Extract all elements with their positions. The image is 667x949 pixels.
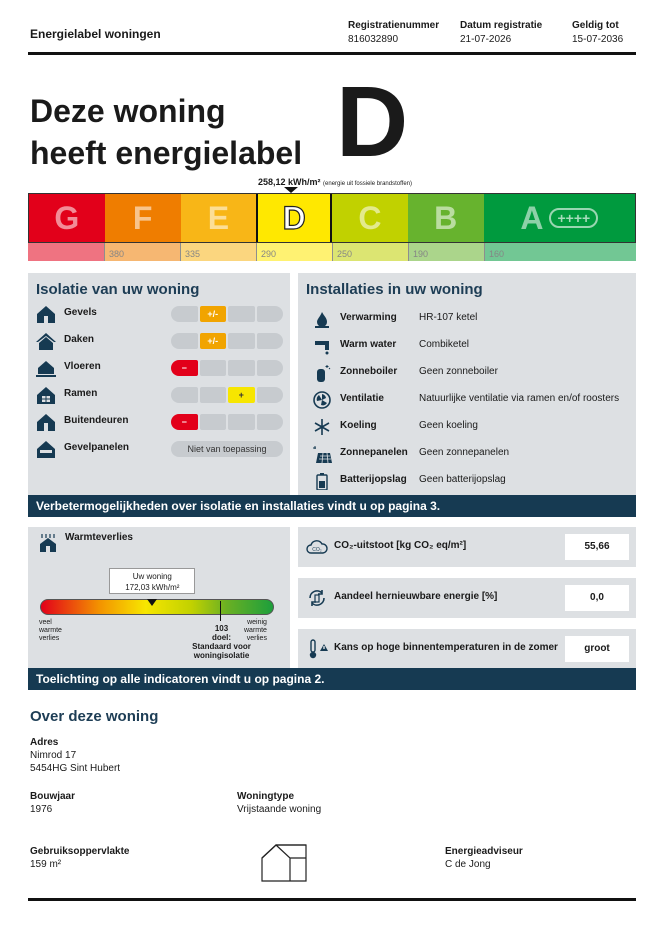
isolation-rating-cell	[228, 414, 255, 430]
heat-target-line-2: doel:	[211, 633, 232, 642]
installation-value: Geen batterijopslag	[419, 474, 506, 485]
co2-value: 55,66	[565, 534, 629, 560]
installation-label: Warm water	[340, 339, 397, 350]
advisor-block	[445, 845, 523, 871]
scale-letter-g: G	[54, 199, 80, 236]
reference-value-note: (energie uit fossiele brandstoffen)	[323, 181, 412, 187]
heat-target-line-3: Standaard voor	[192, 642, 251, 651]
heat-target-line-4: woningisolatie	[193, 651, 250, 660]
isolation-rating-cell	[200, 414, 227, 430]
battery-icon	[312, 472, 332, 490]
installation-row-7	[312, 471, 632, 491]
isolation-rating-cell	[171, 306, 198, 322]
address-label: Adres	[30, 737, 59, 748]
isolation-rating-cell	[257, 414, 284, 430]
advisor-value: C de Jong	[445, 859, 491, 870]
renewable-value: 0,0	[565, 585, 629, 611]
top-divider	[28, 52, 636, 55]
facade-icon	[36, 305, 56, 323]
isolation-rating-bar	[171, 306, 283, 322]
hero-line-2: heeft energielabel	[30, 135, 303, 171]
isolation-row-daken	[36, 331, 286, 351]
isolation-rating-mark: +/-	[200, 306, 227, 322]
isolation-row-buitendeuren	[36, 412, 286, 432]
installation-value: Natuurlijke ventilatie via ramen en/of roosters	[419, 393, 620, 404]
isolation-rating-mark: +/-	[200, 333, 227, 349]
year-block	[30, 790, 75, 816]
heat-right-line-2: warmte	[244, 627, 267, 634]
isolation-rating-cell	[228, 360, 255, 376]
window-icon	[36, 386, 56, 404]
installation-value: Geen koeling	[419, 420, 478, 431]
label-a-plus-badge: ++++	[549, 208, 598, 228]
registration-date-value: 21-07-2026	[460, 34, 512, 45]
registration-number-value: 816032890	[348, 34, 399, 45]
year-value: 1976	[30, 804, 53, 815]
scale-segment-d	[256, 194, 332, 242]
heat-loss-marker-icon	[147, 599, 157, 606]
scale-letter-b: B	[434, 199, 458, 236]
installation-row-5	[312, 417, 632, 437]
isolation-rating-cell	[171, 387, 198, 403]
renewable-label: Aandeel hernieuwbare energie [%]	[334, 591, 498, 602]
isolation-not-applicable: Niet van toepassing	[171, 441, 283, 457]
isolation-rating-mark: −	[171, 360, 198, 376]
heat-loss-title: Warmteverlies	[65, 532, 133, 543]
overheating-label: Kans op hoge binnentemperaturen in de zomer	[334, 642, 558, 653]
reference-value-number: 258,12 kWh/m²	[258, 177, 321, 187]
area-value: 159 m²	[30, 859, 62, 870]
threshold-e: 335	[180, 243, 256, 261]
document-title: Energielabel woningen	[30, 27, 161, 41]
floor-icon	[36, 359, 56, 377]
threshold-a: 160	[484, 243, 636, 261]
scale-segment-a	[484, 194, 636, 242]
type-value: Vrijstaande woning	[237, 804, 322, 815]
isolation-row-vloeren	[36, 358, 286, 378]
hero-line-1: Deze woning	[30, 93, 226, 129]
thermometer-icon	[306, 639, 328, 659]
registration-date	[460, 20, 542, 45]
fan-icon	[312, 391, 332, 409]
scale-letter-f: F	[132, 199, 153, 236]
isolation-rating-bar	[171, 387, 283, 403]
snowflake-icon	[312, 418, 332, 436]
energy-label-thresholds	[28, 243, 636, 261]
heat-loss-target-label	[192, 624, 251, 660]
valid-until	[572, 20, 623, 45]
flame-icon	[312, 310, 332, 328]
scale-segment-b	[408, 194, 484, 242]
type-block	[237, 790, 321, 816]
heat-loss-box-label: Uw woning	[132, 572, 172, 581]
installation-value: Geen zonnepanelen	[419, 447, 510, 458]
bottom-divider	[28, 898, 636, 901]
year-label: Bouwjaar	[30, 791, 76, 802]
isolation-rating-cell	[228, 306, 255, 322]
isolation-title: Isolatie van uw woning	[36, 281, 200, 298]
isolation-rating-cell	[257, 360, 284, 376]
overheating-value: groot	[565, 636, 629, 662]
scale-letter-a: A	[520, 199, 544, 236]
area-block	[30, 845, 129, 871]
threshold-b: 190	[408, 243, 484, 261]
address-line-1: Nimrod 17	[30, 750, 77, 761]
isolation-item-label: Buitendeuren	[64, 415, 129, 426]
renewable-cycle-icon	[306, 588, 328, 608]
isolation-row-gevelpanelen	[36, 439, 286, 459]
scale-letter-d: D	[282, 199, 306, 236]
house-outline-icon	[260, 841, 310, 883]
installation-label: Verwarming	[340, 312, 397, 323]
threshold-f: 380	[104, 243, 180, 261]
isolation-row-gevels	[36, 304, 286, 324]
isolation-rating-cell	[228, 333, 255, 349]
heat-loss-value-box	[109, 568, 195, 594]
installation-value: HR-107 ketel	[419, 312, 478, 323]
isolation-rating-cell	[200, 387, 227, 403]
registration-number-label: Registratienummer	[348, 20, 440, 31]
installation-row-6	[312, 444, 632, 464]
scale-segment-f	[105, 194, 181, 242]
installation-row-4	[312, 390, 632, 410]
scale-letter-c: C	[358, 199, 382, 236]
advisor-label: Energieadviseur	[445, 846, 523, 857]
installation-label: Koeling	[340, 420, 377, 431]
energy-label-letter: D	[336, 66, 409, 178]
address-block	[30, 736, 120, 775]
installations-title: Installaties in uw woning	[306, 281, 483, 298]
isolation-item-label: Gevels	[64, 307, 97, 318]
installation-label: Zonneboiler	[340, 366, 398, 377]
registration-number	[348, 20, 439, 45]
heat-left-line-2: warmte	[39, 627, 62, 634]
isolation-item-label: Gevelpanelen	[64, 442, 130, 453]
indicators-banner: Toelichting op alle indicatoren vindt u op pagina 2.	[28, 668, 636, 690]
energy-label-scale	[28, 193, 636, 243]
co2-label: CO₂-uitstoot [kg CO₂ eq/m²]	[334, 540, 467, 551]
heat-right-line-1: weinig	[247, 619, 267, 626]
heat-loss-house-icon	[38, 533, 58, 553]
installation-value: Geen zonneboiler	[419, 366, 498, 377]
heat-left-line-3: verlies	[39, 635, 60, 642]
installation-row-2	[312, 336, 632, 356]
roof-icon	[36, 332, 56, 350]
isolation-item-label: Daken	[64, 334, 95, 345]
installation-label: Ventilatie	[340, 393, 384, 404]
heat-left-line-1: veel	[39, 619, 52, 626]
panel-icon	[36, 440, 56, 458]
about-title: Over deze woning	[30, 708, 159, 725]
installation-row-1	[312, 309, 632, 329]
type-label: Woningtype	[237, 791, 295, 802]
isolation-rating-mark: +	[228, 387, 255, 403]
registration-date-label: Datum registratie	[460, 20, 543, 31]
scale-segment-e	[181, 194, 257, 242]
isolation-rating-mark: −	[171, 414, 198, 430]
isolation-rating-cell	[257, 306, 284, 322]
heat-loss-panel	[28, 527, 290, 668]
valid-until-value: 15-07-2036	[572, 34, 624, 45]
isolation-panel	[28, 273, 290, 495]
installations-panel	[298, 273, 636, 495]
co2-indicator	[298, 527, 636, 567]
isolation-rating-cell	[257, 387, 284, 403]
renewable-indicator	[298, 578, 636, 618]
isolation-item-label: Ramen	[64, 388, 98, 399]
scale-segment-g	[29, 194, 105, 242]
area-label: Gebruiksoppervlakte	[30, 846, 130, 857]
reference-value	[258, 177, 412, 187]
isolation-rating-bar	[171, 360, 283, 376]
hero-heading	[30, 90, 302, 174]
heat-loss-box-value: 172,03 kWh/m²	[125, 583, 180, 592]
co2-cloud-icon	[306, 537, 328, 557]
co2-icon-text: CO₂	[312, 547, 322, 553]
installation-row-3	[312, 363, 632, 383]
threshold-c: 250	[332, 243, 408, 261]
valid-until-label: Geldig tot	[572, 20, 619, 31]
isolation-rating-cell	[171, 333, 198, 349]
isolation-row-ramen	[36, 385, 286, 405]
address-line-2: 5454HG Sint Hubert	[30, 763, 121, 774]
installation-label: Zonnepanelen	[340, 447, 408, 458]
scale-segment-c	[332, 194, 408, 242]
isolation-rating-cell	[257, 333, 284, 349]
threshold-d: 290	[256, 243, 332, 261]
installation-label: Batterijopslag	[340, 474, 407, 485]
solar-boiler-icon	[312, 364, 332, 382]
heat-loss-scale-left	[39, 619, 62, 643]
isolation-rating-bar	[171, 414, 283, 430]
tap-icon	[312, 337, 332, 355]
installation-value: Combiketel	[419, 339, 470, 350]
threshold-g	[28, 243, 104, 261]
scale-letter-e: E	[207, 199, 230, 236]
solar-panel-icon	[312, 445, 332, 463]
heat-target-line-1: 103	[214, 624, 229, 633]
heat-loss-target-tick	[220, 601, 221, 621]
isolation-rating-cell	[200, 360, 227, 376]
door-icon	[36, 413, 56, 431]
isolation-item-label: Vloeren	[64, 361, 101, 372]
overheating-indicator	[298, 629, 636, 669]
heat-right-line-3: verlies	[246, 635, 267, 642]
isolation-rating-bar	[171, 333, 283, 349]
improvements-banner: Verbetermogelijkheden over isolatie en installaties vindt u op pagina 3.	[28, 495, 636, 517]
